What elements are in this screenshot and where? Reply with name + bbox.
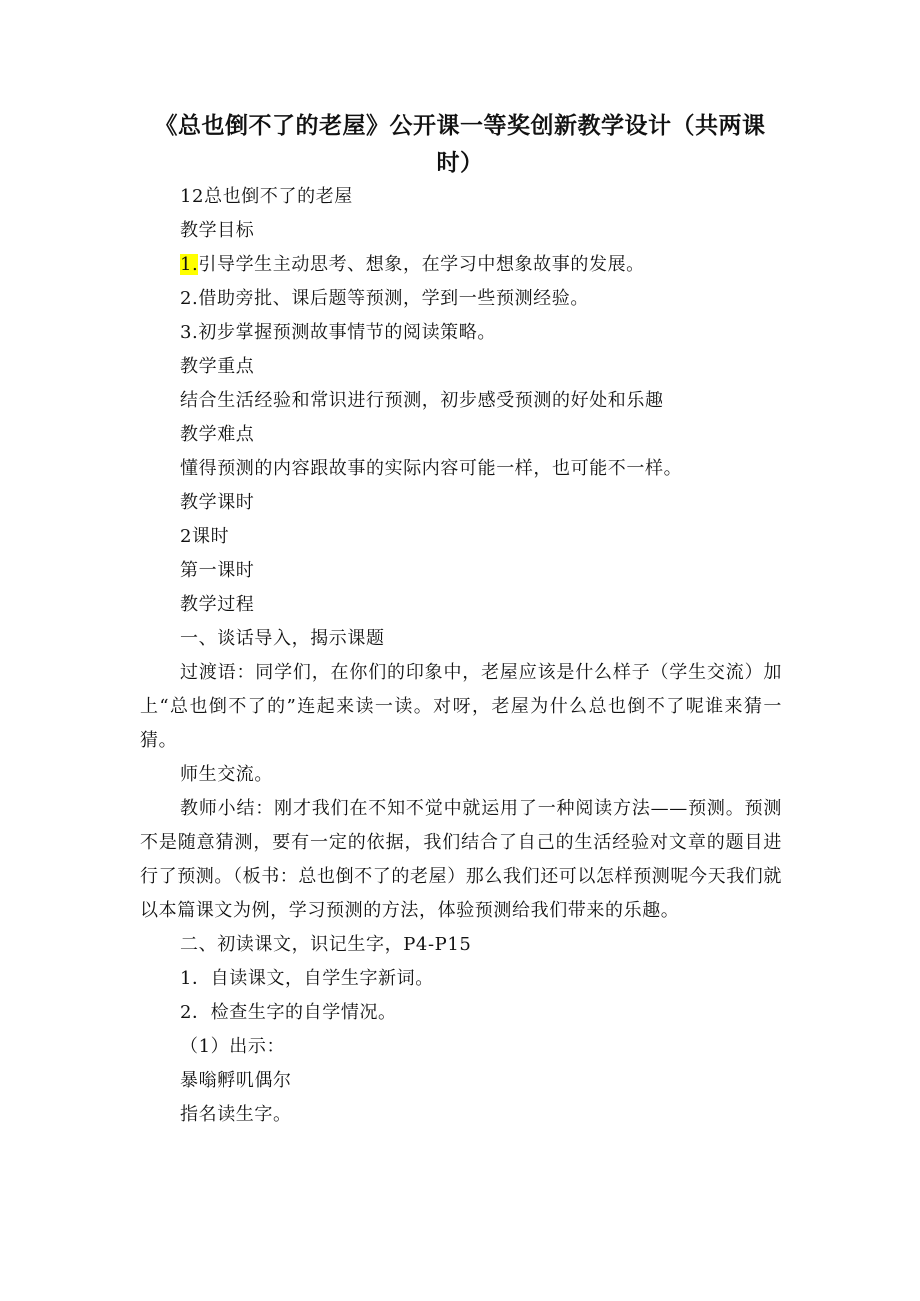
difficulty-text: 懂得预测的内容跟故事的实际内容可能一样，也可能不一样。 (180, 458, 683, 479)
objective-1 (140, 248, 782, 282)
hours-heading: 教学课时 (180, 492, 255, 513)
difficulty-heading: 教学难点 (180, 424, 255, 445)
paragraph-transition: 过渡语：同学们，在你们的印象中，老屋应该是什么样子（学生交流）加上“总也倒不了的”连起来读一读。对呀，老屋为什么总也倒不了呢谁来猜一猜。 (140, 662, 782, 751)
focus-text: 结合生活经验和常识进行预测，初步感受预测的好处和乐趣 (180, 390, 664, 411)
show-label: （1）出示： (180, 1036, 286, 1057)
focus-heading: 教学重点 (180, 356, 255, 377)
read-characters: 指名读生字。 (180, 1104, 292, 1125)
document-body (140, 180, 782, 1132)
paragraph-exchange: 师生交流。 (180, 764, 273, 785)
new-characters: 暴嗡孵叽偶尔 (180, 1070, 292, 1091)
step-2: 2．检查生字的自学情况。 (180, 1002, 397, 1023)
section-2-heading: 二、初读课文，识记生字，P4-P15 (180, 934, 472, 955)
lesson-title: 12总也倒不了的老屋 (180, 186, 353, 207)
paragraph-summary: 教师小结：刚才我们在不知不觉中就运用了一种阅读方法——预测。预测不是随意猜测，要有一定的依据，我们结合了自己的生活经验对文章的题目进行了预测。（板书：总也倒不了的老屋）那么我们还可以怎样预测呢今天我们就以本篇课文为例，学习预测的方法，体验预测给我们带来的乐趣。 (140, 798, 782, 921)
process-heading: 教学过程 (180, 594, 255, 615)
objectives-heading: 教学目标 (180, 220, 255, 241)
hours-text: 2课时 (180, 526, 230, 547)
objective-2: 2.借助旁批、课后题等预测，学到一些预测经验。 (180, 288, 589, 309)
section-1-heading: 一、谈话导入，揭示课题 (180, 628, 385, 649)
first-lesson: 第一课时 (180, 560, 255, 581)
step-1: 1．自读课文，自学生字新词。 (180, 968, 434, 989)
objective-1-text: 引导学生主动思考、想象，在学习中想象故事的发展。 (198, 254, 645, 275)
objective-1-number-highlight: 1. (180, 254, 199, 275)
objective-3: 3.初步掌握预测故事情节的阅读策略。 (180, 322, 496, 343)
document-title: 《总也倒不了的老屋》公开课一等奖创新教学设计（共两课时） (154, 113, 766, 176)
